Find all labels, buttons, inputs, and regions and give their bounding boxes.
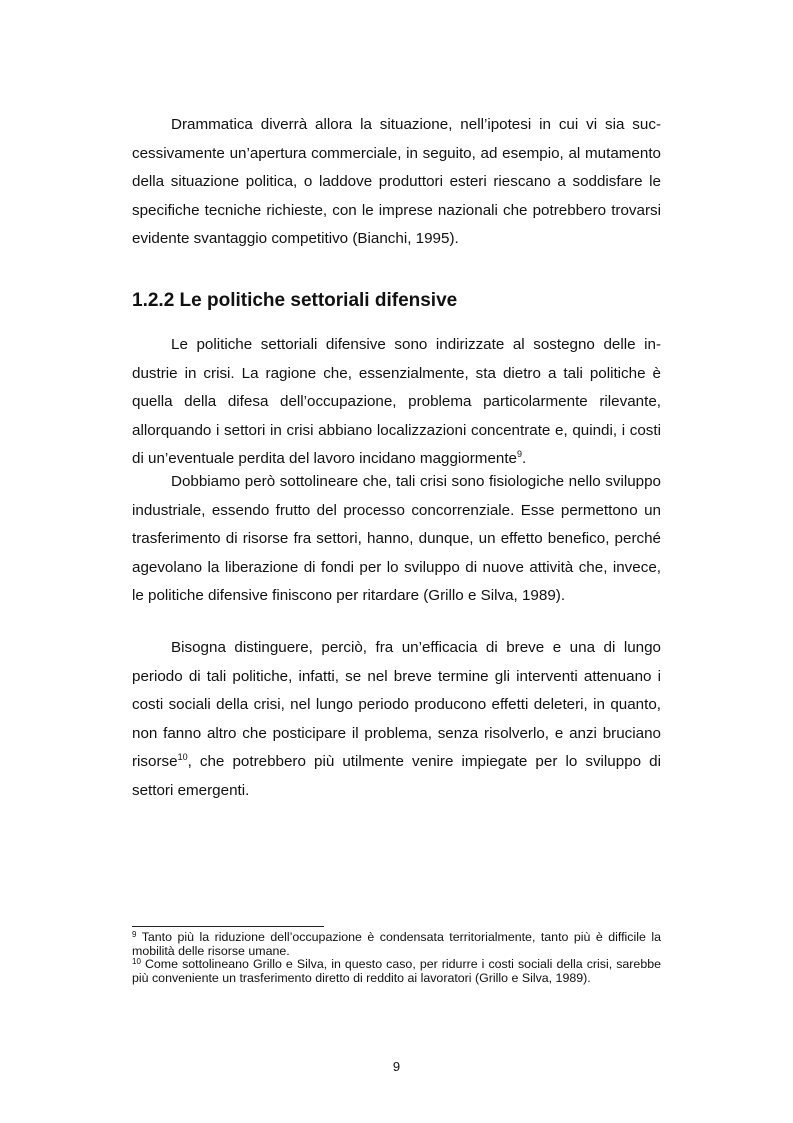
footnote-text: Tanto più la riduzione dell’occupazione è condensata territorialmente, tanto più è difficile la mobilità delle risorse umane. <box>132 930 661 958</box>
footnotes <box>132 931 661 985</box>
paragraph-text-before: Bisogna distinguere, perciò, fra un’efficacia di breve e una di lungo periodo di tali politiche, infatti, se nel breve termine gli interventi attenuano i costi sociali della crisi, nel lungo periodo producono effetti deleteri, in quanto, non fanno altro che posticipare il problema, senza risolverlo, e anzi bruciano risorse <box>132 639 661 771</box>
paragraph-short-long-term <box>132 634 661 806</box>
paragraph-situation <box>132 111 661 254</box>
paragraph-text: Dobbiamo però sottolineare che, tali crisi sono fisiologiche nello sviluppo industriale, essendo frutto del processo concorrenziale. Esse permettono un trasferimento di risorse fra settori, hanno, dunque, un effetto benefico, perché agevolano la liberazione di fondi per lo sviluppo di nuove attività che, invece, le politiche difensive finiscono per ritardare (Grillo e Silva, 1989). <box>132 473 661 605</box>
paragraph-physiological-crisis <box>132 468 661 611</box>
paragraph-text: Drammatica diverrà allora la situazione, nell’ipotesi in cui vi sia successivamente un’apertura commerciale, in seguito, ad esempio, al mutamento della situazione politica, o laddove produttori esteri riescano a soddisfare le specifiche tecniche richieste, con le imprese nazionali che potrebbero trovarsi evidente svantaggio competitivo (Bianchi, 1995). <box>132 116 661 248</box>
footnote-9 <box>132 931 661 958</box>
footnote-text: Come sottolineano Grillo e Silva, in questo caso, per ridurre i costi sociali della crisi, sarebbe più conveniente un trasferimento diretto di reddito ai lavoratori (Grillo e Silva, 1989). <box>132 957 661 985</box>
footnote-10 <box>132 958 661 985</box>
paragraph-text-after: , che potrebbero più utilmente venire impiegate per lo sviluppo di settori emergenti. <box>132 753 661 799</box>
paragraph-defensive-policies <box>132 331 661 474</box>
footnote-number: 10 <box>132 957 141 967</box>
footnote-ref-10[interactable]: 10 <box>177 752 188 763</box>
document-page <box>132 0 661 1123</box>
footnote-divider <box>132 926 324 927</box>
page-number: 9 <box>392 1059 401 1074</box>
footnote-number: 9 <box>132 930 137 939</box>
section-heading: 1.2.2 Le politiche settoriali difensive <box>132 290 458 311</box>
paragraph-text: Le politiche settoriali difensive sono indirizzate al sostegno delle industrie in crisi. La ragione che, essenzialmente, sta dietro a tali politiche è quella della difesa dell’occupazione, problema particolarmente rilevante, allorquando i settori in crisi abbiano localizzazioni concentrate e, quindi, i costi di un’eventuale perdita del lavoro incidano maggiormente <box>132 336 661 468</box>
footnote-ref-9[interactable]: 9 <box>517 449 523 460</box>
paragraph-end: . <box>522 450 527 468</box>
